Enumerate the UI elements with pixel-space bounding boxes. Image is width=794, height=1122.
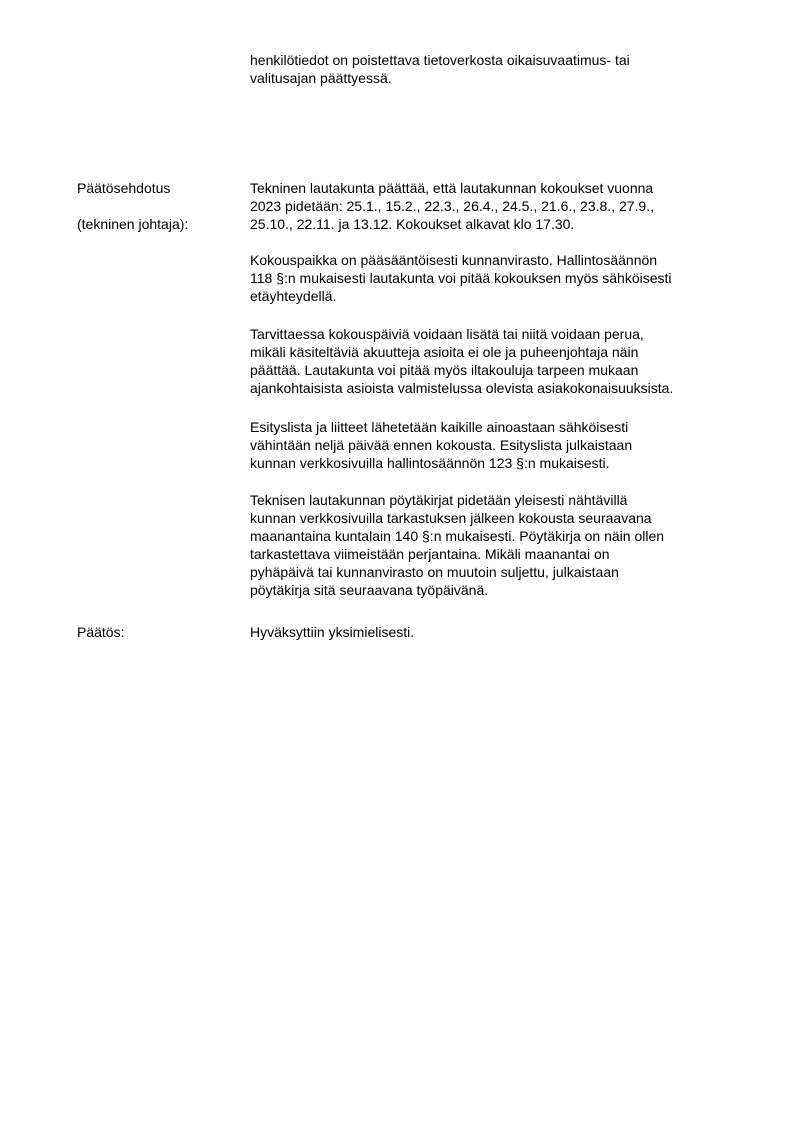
paragraph-line: Kokouspaikka on pääsääntöisesti kunnanvirasto. Hallintosäännön bbox=[250, 252, 658, 268]
paragraph-line: pöytäkirja sitä seuraavana työpäivänä. bbox=[250, 582, 489, 598]
paragraph-line: 2023 pidetään: 25.1., 15.2., 22.3., 26.4., 24.5., 21.6., 23.8., 27.9., bbox=[250, 198, 654, 214]
continuation-line: valitusajan päättyessä. bbox=[250, 70, 392, 86]
paragraph-line: kunnan verkkosivuilla hallintosäännön 123 §:n mukaisesti. bbox=[250, 455, 610, 471]
proposal-paragraph-meeting-dates bbox=[250, 179, 750, 233]
proposal-label bbox=[77, 161, 247, 251]
paragraph-line: ajankohtaisista asioista valmistelussa olevista asiakokonaisuuksista. bbox=[250, 380, 674, 396]
paragraph-line: Teknisen lautakunnan pöytäkirjat pidetään yleisesti nähtävillä bbox=[250, 492, 628, 508]
paragraph-line: 118 §:n mukaisesti lautakunta voi pitää kokouksen myös sähköisesti bbox=[250, 270, 672, 286]
paragraph-line: etäyhteydellä. bbox=[250, 288, 337, 304]
paragraph-line: maanantaina kuntalain 140 §:n mukaisesti. Pöytäkirja on näin ollen bbox=[250, 528, 665, 544]
paragraph-line: kunnan verkkosivuilla tarkastuksen jälkeen kokousta seuraavana bbox=[250, 510, 652, 526]
proposal-paragraph-agenda bbox=[250, 418, 750, 472]
proposal-label-line: (tekninen johtaja): bbox=[77, 216, 189, 232]
paragraph-line: Esityslista ja liitteet lähetetään kaikille ainoastaan sähköisesti bbox=[250, 419, 629, 435]
proposal-paragraph-meeting-place bbox=[250, 251, 750, 305]
paragraph-line: päättää. Lautakunta voi pitää myös iltakouluja tarpeen mukaan bbox=[250, 362, 639, 378]
decision-text bbox=[250, 623, 750, 641]
continuation-paragraph bbox=[250, 51, 750, 87]
decision-label: Päätös: bbox=[77, 624, 125, 640]
paragraph-line: Tarvittaessa kokouspäiviä voidaan lisätä tai niitä voidaan perua, bbox=[250, 326, 644, 342]
paragraph-line: mikäli käsiteltäviä akuutteja asioita ei ole ja puheenjohtaja näin bbox=[250, 344, 639, 360]
continuation-line: henkilötiedot on poistettava tietoverkosta oikaisuvaatimus- tai bbox=[250, 52, 630, 68]
decision-text-line: Hyväksyttiin yksimielisesti. bbox=[250, 624, 415, 640]
paragraph-line: pyhäpäivä tai kunnanvirasto on muutoin suljettu, julkaistaan bbox=[250, 564, 619, 580]
paragraph-line: tarkastettava viimeistään perjantaina. Mikäli maanantai on bbox=[250, 546, 610, 562]
paragraph-line: 25.10., 22.11. ja 13.12. Kokoukset alkavat klo 17.30. bbox=[250, 216, 575, 232]
paragraph-line: Tekninen lautakunta päättää, että lautakunnan kokoukset vuonna bbox=[250, 180, 654, 196]
paragraph-line: vähintään neljä päivää ennen kokousta. Esityslista julkaistaan bbox=[250, 437, 633, 453]
proposal-paragraph-minutes bbox=[250, 491, 750, 599]
proposal-paragraph-additional-meetings bbox=[250, 325, 750, 397]
proposal-label-line: Päätösehdotus bbox=[77, 180, 171, 196]
